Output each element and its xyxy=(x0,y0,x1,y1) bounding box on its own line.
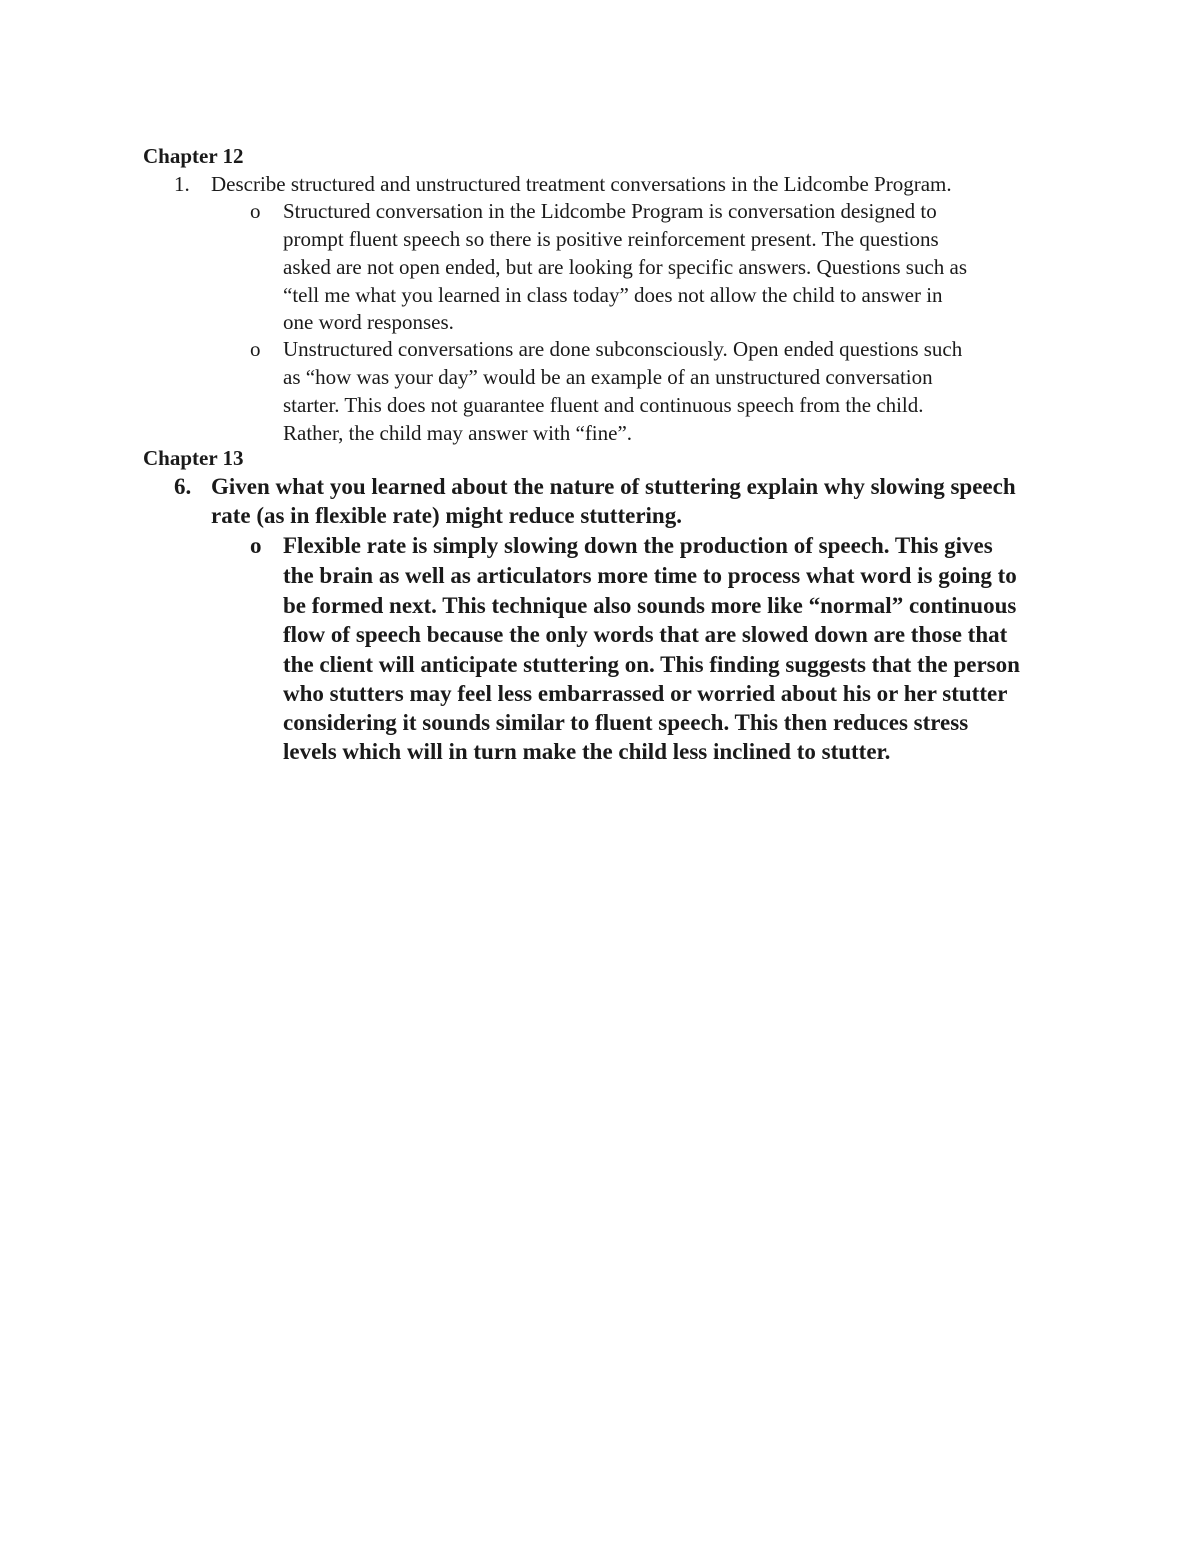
answer-line: who stutters may feel less embarrassed or worried about his or her stutter xyxy=(283,681,1008,706)
answer-line: the client will anticipate stuttering on. This finding suggests that the person xyxy=(283,652,1020,677)
answer-line: Structured conversation in the Lidcombe Program is conversation designed to xyxy=(283,199,937,223)
answer-line: “tell me what you learned in class today” does not allow the child to answer in xyxy=(283,283,943,307)
answer-line: the brain as well as articulators more time to process what word is going to xyxy=(283,563,1017,588)
answer-bullet-icon: o xyxy=(250,337,261,361)
question-6-text: rate (as in flexible rate) might reduce stuttering. xyxy=(211,503,682,528)
answer-line: considering it sounds similar to fluent speech. This then reduces stress xyxy=(283,710,969,735)
answer-line: prompt fluent speech so there is positive reinforcement present. The questions xyxy=(283,227,939,251)
answer-line: flow of speech because the only words that are slowed down are those that xyxy=(283,622,1008,647)
answer-line: Rather, the child may answer with “fine”. xyxy=(283,421,633,445)
answer-line: as “how was your day” would be an example of an unstructured conversation xyxy=(283,365,933,389)
answer-line: be formed next. This technique also sounds more like “normal” continuous xyxy=(283,593,1017,618)
answer-line: starter. This does not guarantee fluent and continuous speech from the child. xyxy=(283,393,924,417)
chapter-13-heading: Chapter 13 xyxy=(143,446,244,470)
question-1-number: 1. xyxy=(174,172,190,196)
chapter-12-heading: Chapter 12 xyxy=(143,144,244,168)
answer-line: levels which will in turn make the child less inclined to stutter. xyxy=(283,739,891,764)
question-1-text: Describe structured and unstructured treatment conversations in the Lidcombe Program. xyxy=(211,172,952,196)
answer-bullet-icon: o xyxy=(250,533,262,558)
answer-line: one word responses. xyxy=(283,310,454,334)
question-6-text: Given what you learned about the nature of stuttering explain why slowing speech xyxy=(211,474,1016,499)
answer-line: Flexible rate is simply slowing down the production of speech. This gives xyxy=(283,533,993,558)
answer-bullet-icon: o xyxy=(250,199,261,223)
question-6-number: 6. xyxy=(174,474,192,499)
answer-line: Unstructured conversations are done subconsciously. Open ended questions such xyxy=(283,337,963,361)
answer-line: asked are not open ended, but are looking for specific answers. Questions such as xyxy=(283,255,968,279)
